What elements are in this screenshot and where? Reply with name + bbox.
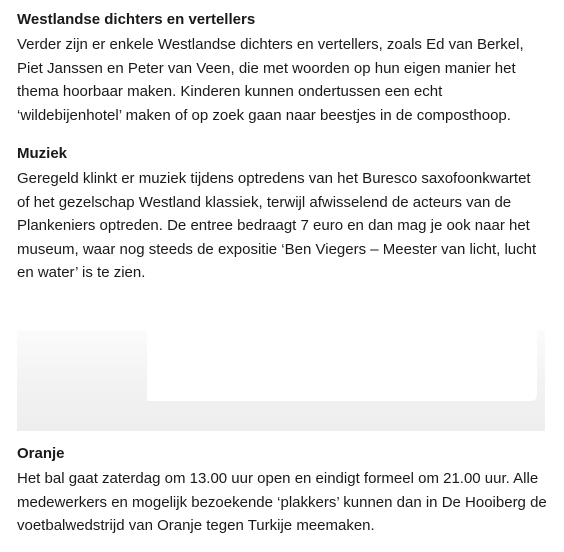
section-paragraph-dichters: Verder zijn er enkele Westlandse dichters en vertellers, zoals Ed van Berkel, Piet Janssen en Peter van Veen, die met woorden op hun eigen manier het thema hoorbaar maken. Kinderen kunnen ondertussen een echt ‘wildebijenhotel’ maken of op zoek gaan naar beestjes in de composthoop.: [17, 36, 524, 124]
section-paragraph-oranje: Het bal gaat zaterdag om 13.00 uur open en eindigt formeel om 21.00 uur. Alle medewerkers en mogelijk bezoekende ‘plakkers’ kunnen dan in De Hooiberg de voetbalwedstrijd van Oranje tegen Turkije meemaken.: [17, 470, 547, 534]
section-heading-oranje: Oranje: [17, 445, 65, 462]
section-heading-muziek: Muziek: [17, 145, 68, 162]
section-heading-dichters: Westlandse dichters en vertellers: [17, 11, 256, 28]
ad-placeholder-highlight: [147, 331, 537, 401]
section-paragraph-muziek: Geregeld klinkt er muziek tijdens optredens van het Buresco saxofoonkwartet of het gezelschap Westland klassiek, terwijl afwisselend de acteurs van de Plankeniers optreden. De entree bedraagt 7 euro en dan mag je ook naar het museum, waar nog steeds de expositie ‘Ben Viegers – Meester van licht, lucht en water’ is te zien.: [17, 170, 537, 281]
blank-ad-placeholder: [17, 331, 545, 431]
